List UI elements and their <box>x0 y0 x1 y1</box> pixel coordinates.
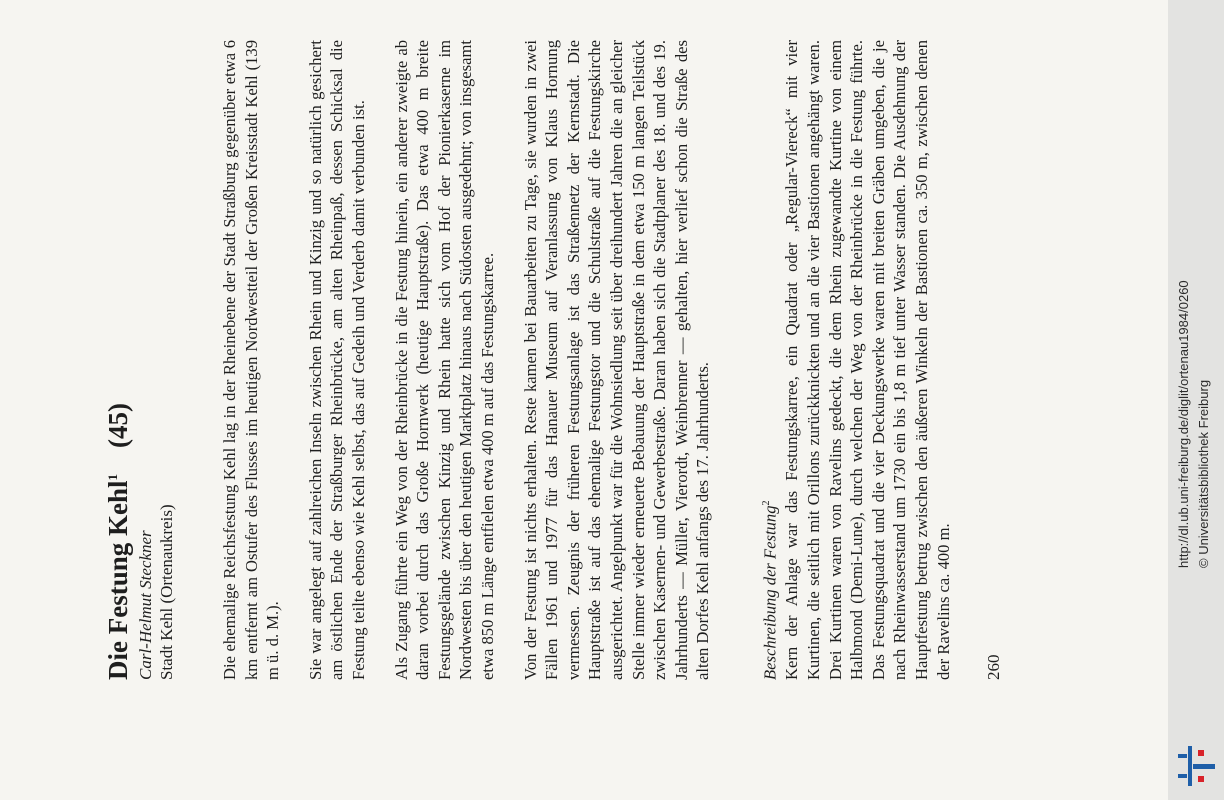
ub-freiburg-logo-icon <box>1174 744 1218 788</box>
author-name: Carl-Helmut Steckner <box>136 530 155 680</box>
page-number: 260 <box>984 654 1004 680</box>
title-footnote-marker: 1 <box>105 474 120 481</box>
viewer-sidebar <box>1168 0 1224 800</box>
paragraph: Sie war angelegt auf zahlreichen Inseln zwischen Rhein und Kinzig und so natürlich gesichert am östlichen Ende der Straßburger Rheinbrücke, am alten Rheinpaß, dessen Schicksal die Festung teilte ebenso wie Kehl selbst, das auf Gedeih und Verderb damit verbunden ist. <box>305 40 368 680</box>
paragraph: Die ehemalige Reichsfestung Kehl lag in der Rheinebene der Stadt Straßburg gegenüber etwa 6 km entfernt am Ostufer des Flusses im heutigen Nordwestteil der Großen Kreisstadt Kehl (139 m ü. d. M.). <box>220 40 283 680</box>
rotated-page-content <box>0 20 1168 780</box>
paragraph: Von der Festung ist nichts erhalten. Reste kamen bei Bauarbeiten zu Tage, sie wurden in zwei Fällen 1961 und 1977 für das Hanauer Museum auf Veranlassung von Klaus Hornung vermessen. Zeugnis der früheren Festungsanlage ist das Straßennetz der Kernstadt. Die Hauptstraße ist auf das ehemalige Festungstor und die Schulstraße auf die Festungskirche ausgerichtet. Angelpunkt war für die Wohnsiedlung seit über dreihundert Jahren die an gleicher Stelle immer wieder erneuerte Bebauung der Hauptstraße in dem etwa 150 m langen Teilstück zwischen Kasernen- und Gewerbestraße. Daran haben sich die Stadtplaner des 18. und des 19. Jahrhunderts — Müller, Vierordt, Weinbrenner — gehalten, hier verlief schon die Straße des alten Dorfes Kehl anfangs des 17. Jahrhunderts. <box>520 40 713 680</box>
article-number: (45) <box>103 403 133 448</box>
article-place: Stadt Kehl (Ortenaukreis) <box>157 504 176 680</box>
section-paragraph: Kern der Anlage war das Festungskarree, ein Quadrat oder „Regular-Viereck“ mit vier Kurtinen, die seitlich mit Orillons zurückknickten und an die vier Bastionen angehängt waren. Drei Kurtinen waren von Ravelins gedeckt, die dem Rhein zugewandte Kurtine von einem Halbmond (Demi-Lune), durch welchen der Weg von der Rheinbrücke in die Festung führte. Das Festungsquadrat und die vier Deckungswerke waren mit breiten Gräben umgeben, die je nach Rheinwasserstand um 1730 ein bis 1,8 m tief unter Wasser standen. Die Ausdehnung der Hauptfestung betrug zwischen den äußeren Winkeln der Bastionen ca. 350 m, zwischen denen der Ravelins ca. 400 m. <box>782 40 953 680</box>
article-title <box>98 40 133 680</box>
section-heading-text: Beschreibung der Festung <box>760 505 780 680</box>
source-url[interactable]: http://dl.ub.uni-freiburg.de/diglit/ortenau1984/0260 <box>1176 280 1191 568</box>
paragraph: Als Zugang führte ein Weg von der Rheinbrücke in die Festung hinein, ein anderer zweigte ab daran vorbei durch das Große Hornwerk (heutige Hauptstraße). Das etwa 400 m breite Festungsgelände zwischen Kinzig und Rhein hatte sich vom Hof der Pionierkaserne im Nordwesten bis über den heutigen Marktplatz hinaus nach Südosten ausgedehnt; von insgesamt etwa 850 m Länge entfielen etwa 400 m auf das Festungskarree. <box>391 40 497 680</box>
title-text: Die Festung Kehl <box>103 480 133 680</box>
section-footnote-marker: 2 <box>760 500 772 506</box>
copyright-notice: © Universitätsbibliothek Freiburg <box>1196 379 1211 568</box>
section-heading <box>756 40 782 680</box>
